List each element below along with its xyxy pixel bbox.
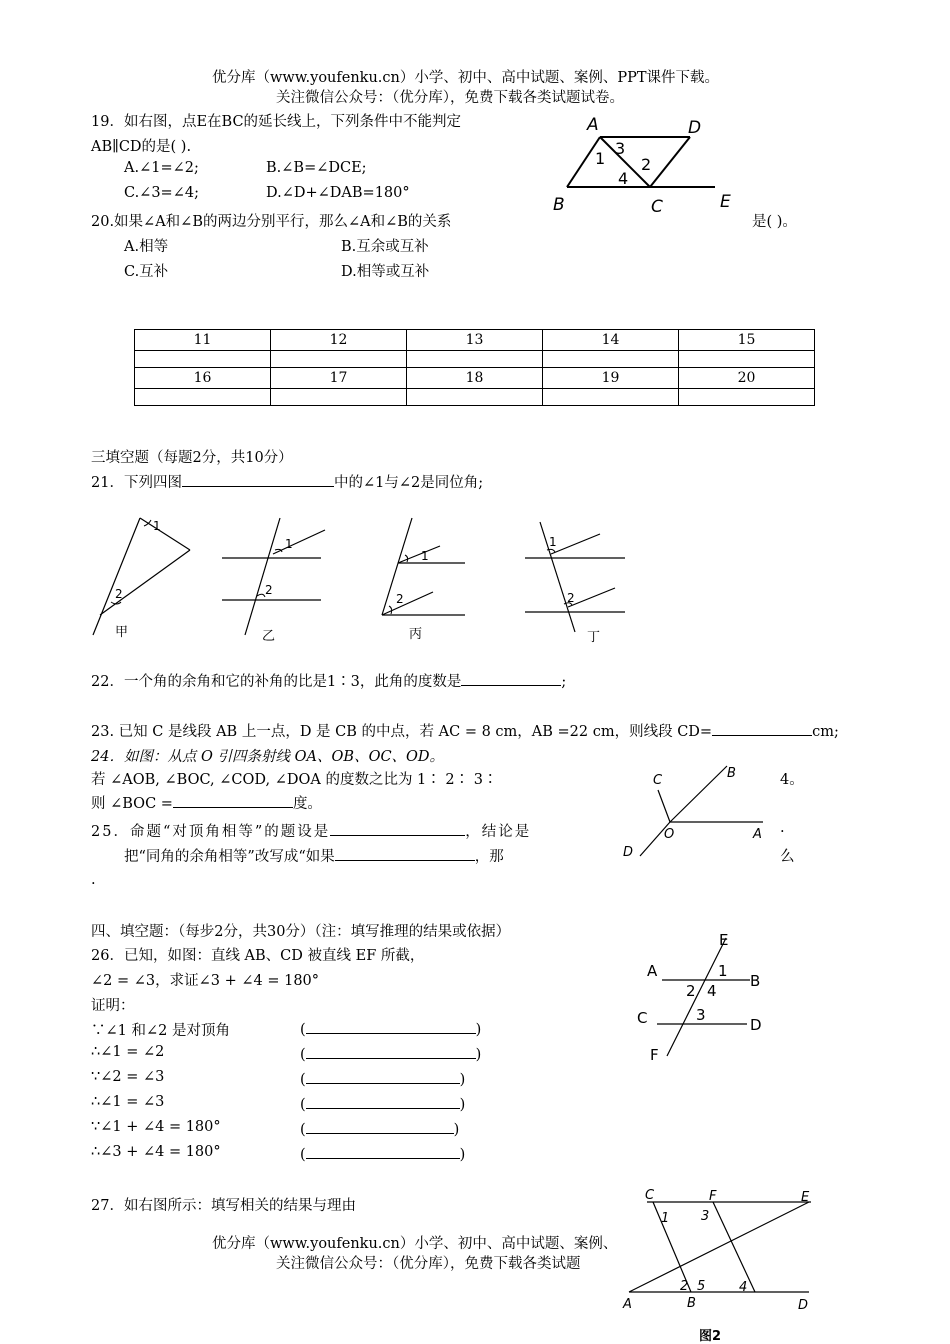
answer-cell-label: 14 <box>543 330 679 351</box>
q26-reason-3 <box>300 1069 465 1088</box>
section3-title: 三填空题（每题2分，共10分） <box>91 450 293 466</box>
q19-label-d: D <box>688 118 702 138</box>
q24-label-o: O <box>664 827 675 842</box>
q26-reason-2 <box>300 1044 481 1063</box>
q26-label-d: D <box>750 1016 762 1034</box>
q21-yi-angle-1: 1 <box>285 537 293 551</box>
q26-blank-3[interactable] <box>306 1069 460 1084</box>
q23-text: 23. 已知 C 是线段 AB 上一点，D 是 CB 的中点，若 AC = 8 cm，AB =22 cm，则线段 CD= <box>91 724 713 740</box>
q26-step-1: ∵∠1 和∠2 是对顶角 <box>91 1023 230 1039</box>
paren-open: ( <box>300 1147 306 1163</box>
header-line1: 优分库（www.youfenku.cn）小学、初中、高中试题、案例、PPT课件下载。 <box>212 70 720 86</box>
answer-cell-label: 13 <box>407 330 543 351</box>
q26-line2: ∠2 = ∠3，求证∠3 + ∠4 = 180° <box>91 973 320 989</box>
q27-label-c: C <box>645 1188 655 1203</box>
paren-open: ( <box>300 1122 306 1138</box>
q26-reason-6 <box>300 1144 465 1163</box>
q25-line2-pre: 把“同角的余角相等”改写成“如果 <box>124 849 335 865</box>
paren-close: ) <box>475 1022 482 1038</box>
answer-cell-label: 11 <box>135 330 271 351</box>
q21-label-yi: 乙 <box>262 629 276 644</box>
answer-cell-input[interactable] <box>135 389 271 406</box>
q27-label-a: A <box>623 1297 632 1312</box>
q21-figures <box>85 510 645 650</box>
q26-reason-4 <box>300 1094 465 1113</box>
q24-label-b: B <box>727 766 736 781</box>
q19-angle-2: 2 <box>641 155 652 174</box>
q25-line1 <box>91 820 531 841</box>
q26-label-b: B <box>750 972 761 990</box>
q19-option-d: D.∠D+∠DAB=180° <box>266 185 410 201</box>
q24-line2-tail: 4。 <box>780 772 804 788</box>
q27-caption: 图2 <box>699 1329 722 1344</box>
q20-option-a: A.相等 <box>124 239 169 255</box>
q24-blank[interactable] <box>173 793 293 808</box>
q24-figure <box>615 760 780 865</box>
q25-blank-if[interactable] <box>335 846 475 861</box>
q26-angle-4: 4 <box>707 982 717 1000</box>
q26-blank-5[interactable] <box>306 1119 454 1134</box>
q19-angle-3: 3 <box>615 139 626 158</box>
q27-label-d: D <box>798 1298 809 1313</box>
answer-cell-input[interactable] <box>271 351 407 368</box>
q21-bing-angle-2: 2 <box>396 592 404 606</box>
q19-figure <box>545 112 745 217</box>
paren-close: ) <box>459 1097 466 1113</box>
q21-line <box>91 471 483 492</box>
q22-blank[interactable] <box>461 671 561 686</box>
q20-option-b: B.互余或互补 <box>341 239 429 255</box>
q22-line <box>91 670 566 691</box>
q21-jia-angle-2: 2 <box>115 587 123 601</box>
q21-label-ding: 丁 <box>587 630 601 645</box>
q26-blank-1[interactable] <box>306 1019 476 1034</box>
q26-label-c: C <box>637 1009 648 1027</box>
q21-pre: 21．下列四图 <box>91 475 182 491</box>
q19-option-a: A.∠1=∠2; <box>124 160 199 176</box>
q22-pre: 22．一个角的余角和它的补角的比是1∶3，此角的度数是 <box>91 674 462 690</box>
q20-option-d: D.相等或互补 <box>341 264 430 280</box>
q21-ding-angle-1: 1 <box>549 535 557 549</box>
q27-label-b: B <box>687 1296 696 1311</box>
q24-line3-post: 度。 <box>292 796 322 812</box>
q20-option-c: C.互补 <box>124 264 169 280</box>
q27-angle-3: 3 <box>701 1209 710 1224</box>
footer-line1: 优分库（www.youfenku.cn）小学、初中、高中试题、案例、 <box>212 1236 618 1252</box>
q21-figure-bing <box>382 518 465 642</box>
q26-reason-5 <box>300 1119 459 1138</box>
q19-label-a: A <box>587 115 599 135</box>
q26-angle-1: 1 <box>718 962 728 980</box>
answer-cell-input[interactable] <box>407 351 543 368</box>
q21-label-jia: 甲 <box>115 625 129 640</box>
q19-option-c: C.∠3=∠4; <box>124 185 199 201</box>
q27-label-e: E <box>801 1190 810 1205</box>
paren-open: ( <box>300 1022 306 1038</box>
q19-option-b: B.∠B=∠DCE; <box>266 160 367 176</box>
paren-open: ( <box>300 1097 306 1113</box>
q24-line1: 24．如图：从点 O 引四条射线 OA、OB、OC、OD。 <box>91 749 445 765</box>
q25-line2-mid: ，那 <box>474 849 504 865</box>
q26-line1: 26．已知，如图：直线 AB、CD 被直线 EF 所截， <box>91 948 425 964</box>
answer-cell-input[interactable] <box>679 351 815 368</box>
answer-table <box>134 329 815 406</box>
q26-blank-2[interactable] <box>306 1044 476 1059</box>
q26-proof-label: 证明： <box>91 998 135 1014</box>
q26-angle-2: 2 <box>686 982 696 1000</box>
q27-label-f: F <box>709 1189 717 1204</box>
q26-step-3: ∵∠2 = ∠3 <box>91 1069 165 1085</box>
answer-cell-label: 20 <box>679 368 815 389</box>
q23-blank[interactable] <box>712 721 812 736</box>
q24-line2: 若 ∠AOB, ∠BOC, ∠COD, ∠DOA 的度数之比为 1∶ 2∶ 3∶ <box>91 772 498 788</box>
q27-angle-4: 4 <box>739 1280 748 1295</box>
answer-cell-input[interactable] <box>543 389 679 406</box>
q24-line3 <box>91 792 322 813</box>
paren-close: ) <box>475 1047 482 1063</box>
answer-cell-label: 12 <box>271 330 407 351</box>
q20-tail: 是( )。 <box>752 214 797 230</box>
q26-label-f: F <box>650 1046 659 1064</box>
q26-blank-4[interactable] <box>306 1094 460 1109</box>
q19-angle-1: 1 <box>595 149 606 168</box>
q25-line1-pre: 25．命题“对顶角相等”的题设是 <box>91 824 331 840</box>
q27-angle-5: 5 <box>697 1279 706 1294</box>
q26-reason-1 <box>300 1019 481 1038</box>
q19-label-c: C <box>651 197 663 217</box>
q24-label-a: A <box>753 827 762 842</box>
footer-line2: 关注微信公众号：（优分库），免费下载各类试题 <box>276 1256 581 1272</box>
answer-cell-label: 18 <box>407 368 543 389</box>
paren-close: ) <box>459 1072 466 1088</box>
q21-figure-jia <box>93 518 190 640</box>
q25-line1-mid: ，结论是 <box>465 824 532 840</box>
q21-blank[interactable] <box>182 472 334 487</box>
q19-angle-4: 4 <box>618 169 629 188</box>
q25-line1-tail: . <box>780 820 785 836</box>
q25-line2-tail: 么 <box>780 849 795 865</box>
q25-line3: . <box>91 872 96 888</box>
q21-ding-angle-2: 2 <box>567 591 575 605</box>
q27-angle-2: 2 <box>680 1279 689 1294</box>
answer-cell-label: 16 <box>135 368 271 389</box>
answer-cell-input[interactable] <box>679 389 815 406</box>
q21-bing-angle-1: 1 <box>421 549 429 563</box>
q21-yi-angle-2: 2 <box>265 583 273 597</box>
q19-stem2: AB∥CD的是( ). <box>91 139 192 155</box>
q21-figure-ding <box>525 522 625 645</box>
q19-label-e: E <box>720 192 731 212</box>
header-line2: 关注微信公众号：（优分库），免费下载各类试题试卷。 <box>276 90 624 106</box>
q26-step-2: ∴∠1 = ∠2 <box>91 1044 165 1060</box>
q24-label-c: C <box>653 773 663 788</box>
q25-blank-premise[interactable] <box>330 821 465 836</box>
q22-post: ; <box>561 674 567 690</box>
q26-label-a: A <box>647 962 658 980</box>
q26-figure <box>632 928 772 1068</box>
answer-cell-input[interactable] <box>407 389 543 406</box>
q26-angle-3: 3 <box>696 1006 706 1024</box>
q21-jia-angle-1: 1 <box>153 519 161 533</box>
q26-step-4: ∴∠1 = ∠3 <box>91 1094 165 1110</box>
q27-angle-1: 1 <box>661 1211 670 1226</box>
q27-figure <box>615 1188 820 1344</box>
answer-cell-label: 17 <box>271 368 407 389</box>
q21-label-bing: 丙 <box>409 627 423 642</box>
q24-line3-pre: 则 ∠BOC = <box>91 796 173 812</box>
q26-step-6: ∴∠3 + ∠4 = 180° <box>91 1144 221 1160</box>
q26-label-e: E <box>719 931 729 949</box>
q27-stem: 27．如右图所示：填写相关的结果与理由 <box>91 1198 356 1214</box>
q21-figure-yi <box>222 518 325 644</box>
answer-cell-label: 15 <box>679 330 815 351</box>
q20-stem: 20.如果∠A和∠B的两边分别平行，那么∠A和∠B的关系 <box>91 214 452 230</box>
answer-cell-label: 19 <box>543 368 679 389</box>
q19-stem1: 19．如右图，点E在BC的延长线上，下列条件中不能判定 <box>91 114 462 130</box>
q26-blank-6[interactable] <box>306 1144 460 1159</box>
paren-open: ( <box>300 1072 306 1088</box>
q26-step-5: ∵∠1 + ∠4 = 180° <box>91 1119 221 1135</box>
paren-close: ) <box>459 1147 466 1163</box>
answer-cell-input[interactable] <box>271 389 407 406</box>
paren-open: ( <box>300 1047 306 1063</box>
q25-line2 <box>124 845 504 866</box>
q23-post: cm; <box>812 724 839 740</box>
q21-post: 中的∠1与∠2是同位角; <box>333 475 484 491</box>
q19-label-b: B <box>553 195 565 215</box>
q23-line <box>91 720 839 741</box>
answer-cell-input[interactable] <box>543 351 679 368</box>
q24-label-d: D <box>623 845 634 860</box>
answer-cell-input[interactable] <box>135 351 271 368</box>
section4-title: 四、填空题：（每步2分，共30分）（注：填写推理的结果或依据） <box>91 924 511 940</box>
paren-close: ) <box>453 1122 460 1138</box>
